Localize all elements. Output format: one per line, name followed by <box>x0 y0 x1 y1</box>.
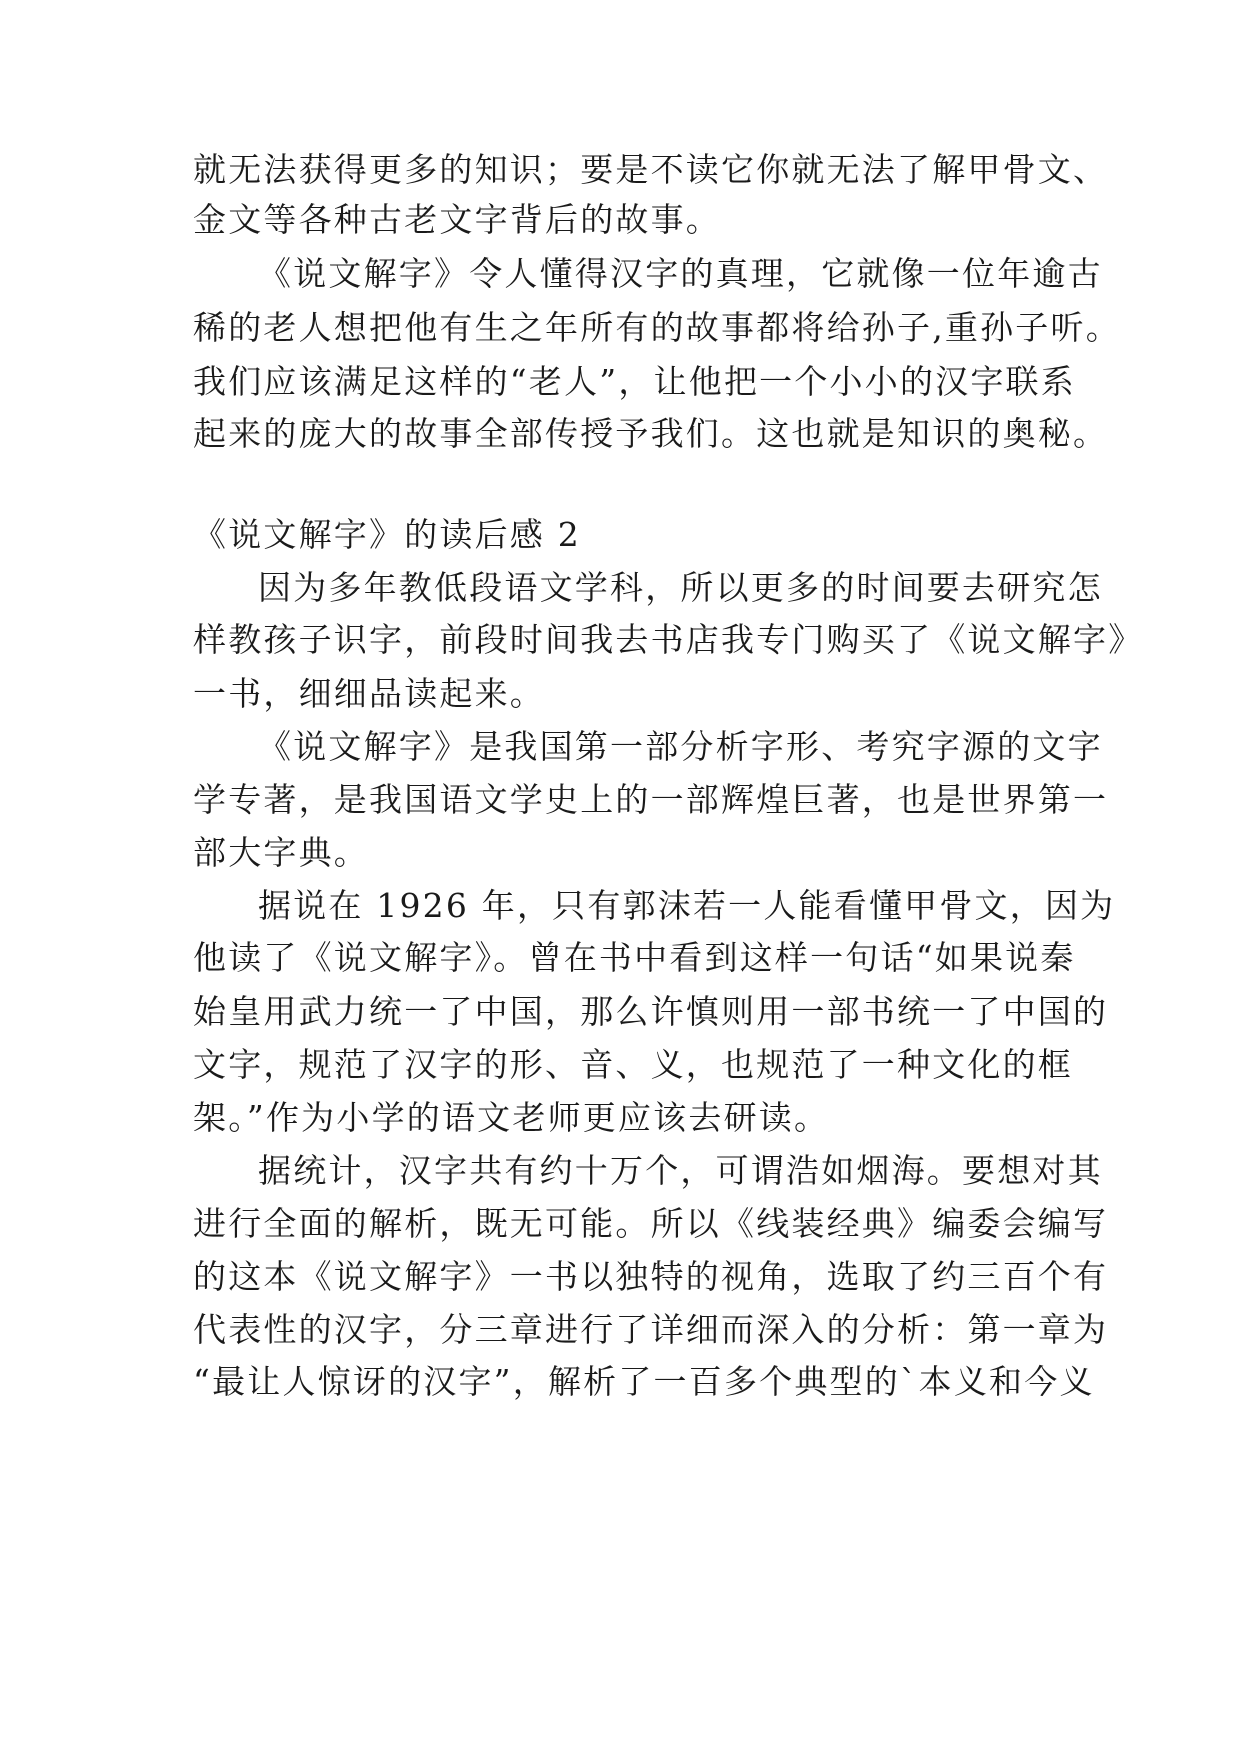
paragraph-line: 学专著，是我国语文学史上的一部辉煌巨著，也是世界第一 <box>193 780 1109 819</box>
paragraph-line: 他读了《说文解字》。曾在书中看到这样一句话“如果说秦 <box>193 938 1076 977</box>
paragraph-line: 一书，细细品读起来。 <box>193 674 545 713</box>
paragraph-line: 据说在 1926 年，只有郭沫若一人能看懂甲骨文，因为 <box>258 886 1116 925</box>
paragraph-line: 据统计，汉字共有约十万个，可谓浩如烟海。要想对其 <box>258 1151 1103 1190</box>
paragraph-line: 《说文解字》是我国第一部分析字形、考究字源的文字 <box>258 727 1103 766</box>
paragraph-line: 《说文解字》令人懂得汉字的真理，它就像一位年逾古 <box>258 254 1103 293</box>
paragraph-line: 因为多年教低段语文学科，所以更多的时间要去研究怎 <box>258 568 1103 607</box>
paragraph-line: 架。”作为小学的语文老师更应该去研读。 <box>193 1098 830 1137</box>
section-title: 《说文解字》的读后感 2 <box>193 515 581 554</box>
paragraph-line: 部大字典。 <box>193 833 369 872</box>
paragraph-line: 进行全面的解析，既无可能。所以《线装经典》编委会编写 <box>193 1204 1109 1243</box>
paragraph-line: “最让人惊讶的汉字”，解析了一百多个典型的`本义和今义 <box>193 1362 1095 1401</box>
paragraph-line: 的这本《说文解字》一书以独特的视角，选取了约三百个有 <box>193 1257 1109 1296</box>
paragraph-line: 金文等各种古老文字背后的故事。 <box>193 200 721 239</box>
paragraph-line: 样教孩子识字，前段时间我去书店我专门购买了《说文解字》 <box>193 620 1144 659</box>
paragraph-line: 代表性的汉字，分三章进行了详细而深入的分析：第一章为 <box>193 1310 1109 1349</box>
paragraph-line: 文字，规范了汉字的形、音、义，也规范了一种文化的框 <box>193 1045 1073 1084</box>
paragraph-line: 就无法获得更多的知识；要是不读它你就无法了解甲骨文、 <box>193 150 1109 189</box>
paragraph-line: 我们应该满足这样的“老人”，让他把一个小小的汉字联系 <box>193 362 1076 401</box>
paragraph-line: 稀的老人想把他有生之年所有的故事都将给孙子,重孙子听。 <box>193 308 1121 347</box>
paragraph-line: 起来的庞大的故事全部传授予我们。这也就是知识的奥秘。 <box>193 414 1109 453</box>
paragraph-line: 始皇用武力统一了中国，那么许慎则用一部书统一了中国的 <box>193 992 1109 1031</box>
